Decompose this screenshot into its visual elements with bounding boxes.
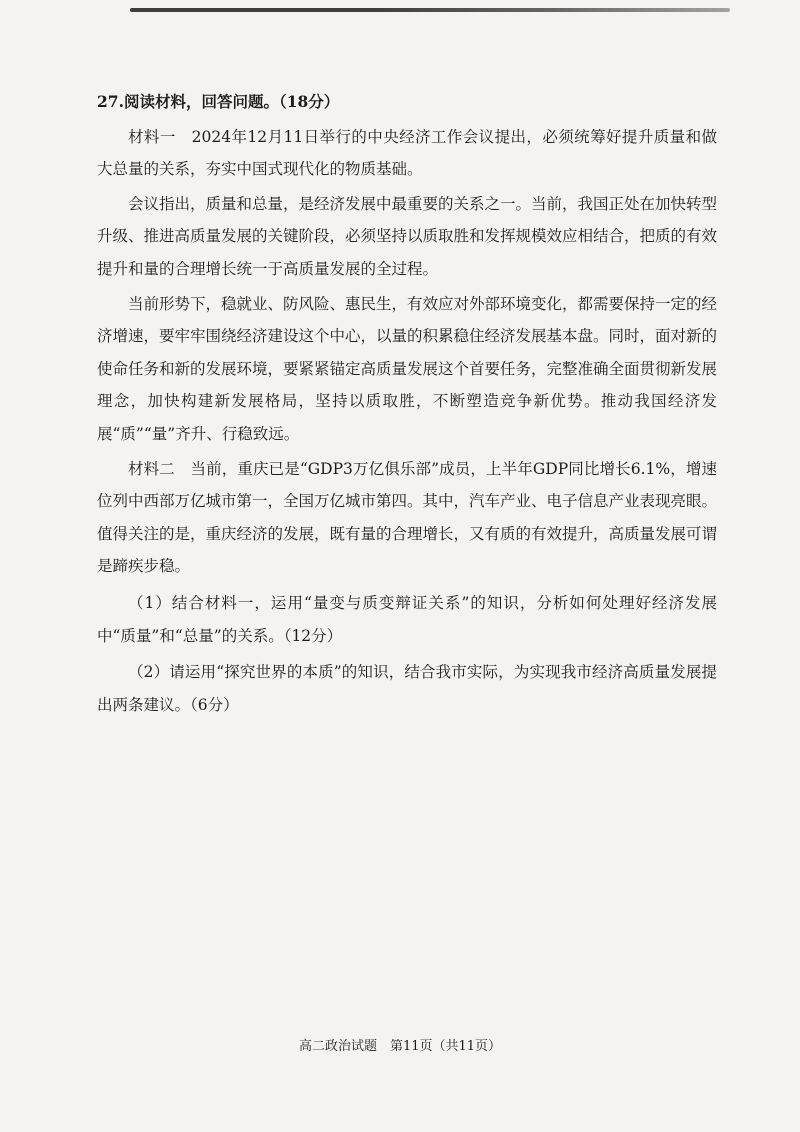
page-footer: 高二政治试题 第11页（共11页） — [298, 1039, 502, 1054]
top-scan-rule — [130, 8, 730, 12]
subquestion-1: （1）结合材料一，运用“量变与质变辩证关系”的知识，分析如何处理好经济发展中“质量”和“总量”的关系。（12分） — [97, 593, 717, 645]
meeting-paragraph: 会议指出，质量和总量，是经济发展中最重要的关系之一。当前，我国正处在加快转型升级、推进高质量发展的关键阶段，必须坚持以质取胜和发挥规模效应相结合，把质的有效提升和量的合理增长统一于高质量发展的全过程。 — [97, 194, 718, 278]
question-block — [97, 86, 717, 723]
material-two-paragraph: 材料二 当前，重庆已是“GDP3万亿俱乐部”成员，上半年GDP同比增长6.1%，增速位列中西部万亿城市第一，全国万亿城市第四。其中，汽车产业、电子信息产业表现亮眼。值得关注的是，重庆经济的发展，既有量的合理增长，又有质的有效提升，高质量发展可谓是蹄疾步稳。 — [97, 459, 718, 576]
material-one-paragraph: 材料一 2024年12月11日举行的中央经济工作会议提出，必须统筹好提升质量和做大总量的关系，夯实中国式现代化的物质基础。 — [97, 127, 717, 179]
question-title: 27.阅读材料，回答问题。（18分） — [97, 92, 340, 111]
subquestion-2: （2）请运用“探究世界的本质”的知识，结合我市实际，为实现我市经济高质量发展提出两条建议。（6分） — [97, 663, 717, 714]
situation-paragraph: 当前形势下，稳就业、防风险、惠民生，有效应对外部环境变化，都需要保持一定的经济增速，要牢牢围绕经济建设这个中心，以量的积累稳住经济发展基本盘。同时，面对新的使命任务和新的发展环境，要紧紧锚定高质量发展这个首要任务，完整准确全面贯彻新发展理念，加快构建新发展格局，坚持以质取胜，不断塑造竞争新优势。推动我国经济发展“质”“量”齐升、行稳致远。 — [97, 294, 718, 443]
